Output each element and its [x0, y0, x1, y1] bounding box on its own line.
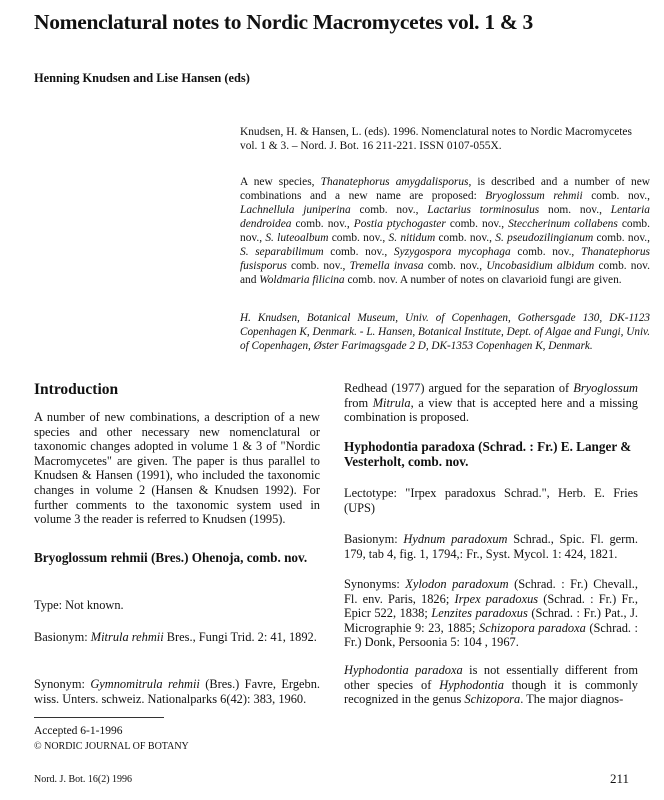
citation-text: (Schrad. : Fr.) Chevall., Fl. env. Paris, 1826; [344, 577, 638, 606]
abstract-text: , is described and a number of new combinations and a new name are proposed: [240, 176, 650, 202]
abstract-text: nom. nov., [539, 204, 611, 216]
basionym-text [344, 532, 638, 561]
abstract-text: comb. nov., [582, 190, 650, 202]
taxon-name: Hydnum paradoxum [403, 532, 508, 546]
introduction-text: A number of new combinations, a description of a new species and other necessary new nomenclatural or taxonomic changes adopted in volume 1 & 3 of "Nordic Macromycetes" are given. The paper is thus parallel to Knudsen & Hansen (1991), who included the taxonomic changes in volume 2 (Hansen & Knudsen 1992). For further comments to the taxonomic system used in volume 3 the reader is referred to Knudsen (1995). [34, 410, 320, 527]
taxon-name: Mitrula rehmii [90, 630, 164, 644]
abstract-text: comb. nov. A number of notes on clavarioid fungi are given. [344, 274, 622, 286]
redhead-paragraph [344, 381, 638, 425]
abstract-text: comb. nov., [593, 232, 650, 244]
citation-text: (Bres.) Favre, Ergebn. wiss. Unters. schweiz. Nationalparks 6(42): 383, 1960. [34, 677, 321, 706]
abstract [240, 175, 650, 287]
taxon-name: Lentaria dendroidea [240, 204, 650, 230]
taxon-name: Irpex paradoxus [454, 591, 539, 606]
abstract-text: comb. nov., [291, 218, 354, 230]
label: Basionym: [344, 532, 404, 546]
taxon-name: Hyphodontia paradoxa [344, 663, 463, 677]
abstract-text: comb. nov., [240, 218, 650, 244]
taxon-name: Schizopora paradoxa [479, 620, 586, 635]
bryoglossum-heading: Bryoglossum rehmii (Bres.) Ohenoja, comb. nov. [34, 550, 308, 565]
citation [240, 125, 650, 153]
abstract-text: comb. nov., [435, 232, 496, 244]
taxon-name: S. luteoalbum [265, 232, 329, 244]
page-number: 211 [610, 771, 630, 786]
taxon-name: Lactarius torminosulus [427, 204, 540, 216]
body-text: from [344, 395, 373, 410]
authors: Henning Knudsen and Lise Hansen (eds) [34, 71, 250, 85]
taxon-name: Bryoglossum [573, 381, 638, 395]
abstract-text: comb. nov., [423, 260, 487, 272]
abstract-text: comb. nov., [286, 260, 350, 272]
abstract-text: comb. nov., [510, 246, 581, 258]
journal-reference: Nord. J. Bot. 16(2) 1996 [34, 774, 133, 785]
body-text: Redhead (1977) argued for the separation of [344, 381, 574, 395]
body-text: . The major diagnos- [520, 692, 624, 707]
taxon-name: Bryoglossum rehmii [485, 190, 583, 202]
abstract-text: comb. nov. and [240, 260, 650, 286]
synonyms-text [344, 577, 638, 650]
taxon-name: Steccherinum collabens [508, 218, 618, 230]
abstract-text: comb. nov., [445, 218, 509, 230]
citation-text: Schrad., Spic. Fl. germ. 179, tab 4, fig. 1, 1794,: Fr., Syst. Mycol. 1: 424, 1821. [344, 532, 638, 561]
accepted-date: Accepted 6-1-1996 [34, 725, 123, 737]
citation-line-2: vol. 1 & 3. – Nord. J. Bot. 16 211-221. ISSN 0107-055X. [240, 140, 502, 152]
type-text: Type: Not known. [34, 598, 124, 612]
taxon-name: Gymnomitrula rehmii [90, 677, 200, 691]
citation-text: (Schrad. : Fr.) Fr., Epicr 522, 1838; [344, 591, 638, 621]
label: Synonyms: [344, 577, 406, 591]
introduction-heading: Introduction [34, 381, 119, 398]
taxon-name: Lenzites paradoxus [431, 606, 528, 621]
abstract-text: comb. nov., [350, 204, 428, 216]
taxon-name: S. pseudozilingianum [495, 232, 594, 244]
author-address: H. Knudsen, Botanical Museum, Univ. of Copenhagen, Gothersgade 130, DK-1123 Copenhagen K, Denmark. - L. Hansen, Botanical Institute, Dept. of Algae and Fungi, Univ. of Copenhagen, Øster Farimagsgade 2 D, DK-1353 Copenhagen K, Denmark. [240, 312, 650, 352]
body-text: , a view that is accepted here and a missing combination is proposed. [344, 395, 638, 425]
abstract-text: A new species, [240, 176, 321, 188]
citation-line-1: Knudsen, H. & Hansen, L. (eds). 1996. Nomenclatural notes to Nordic Macromycetes [240, 126, 632, 138]
taxon-name: Schizopora [464, 692, 521, 707]
label: Synonym: [34, 677, 91, 691]
taxon-name: Xylodon paradoxum [405, 577, 509, 591]
taxon-name: Uncobasidium albidum [486, 260, 595, 272]
taxon-name: Postia ptychogaster [353, 218, 446, 230]
lectotype-text: Lectotype: "Irpex paradoxus Schrad.", Herb. E. Fries (UPS) [344, 486, 638, 515]
citation-text: Bres., Fungi Trid. 2: 41, 1892. [163, 630, 317, 644]
copyright-notice: © NORDIC JOURNAL OF BOTANY [34, 741, 189, 752]
body-text: is not essentially different from other species of [344, 663, 639, 692]
abstract-text: comb. nov., [323, 246, 394, 258]
basionym-text [34, 630, 320, 645]
taxon-name: Hyphodontia [439, 677, 504, 692]
paper-title: Nomenclatural notes to Nordic Macromycetes vol. 1 & 3 [34, 10, 533, 34]
body-text: though it is commonly recognized in the genus [344, 677, 638, 707]
label: Basionym: [34, 630, 91, 644]
taxon-name: Woldmaria filicina [259, 274, 345, 286]
taxon-name: Mitrula [372, 395, 411, 410]
synonym-text [34, 677, 320, 706]
abstract-text: comb. nov., [328, 232, 389, 244]
discussion-text [344, 663, 638, 707]
taxon-name: S. nitidum [388, 232, 436, 244]
taxon-name: S. separabilimum [240, 246, 324, 258]
taxon-name: Lachnellula juniperina [240, 204, 351, 216]
footnote-divider [34, 717, 164, 718]
citation-text: (Schrad. : Fr.) Pat., J. Micrographie 9: 23, 1885; [344, 606, 638, 635]
taxon-name: Tremella invasa [349, 260, 424, 272]
taxon-name: Thanatephorus amygdalisporus [320, 176, 469, 188]
hyphodontia-heading: Hyphodontia paradoxa (Schrad. : Fr.) E. Langer & Vesterholt, comb. nov. [344, 439, 632, 469]
taxon-name: Thanatephorus fusisporus [240, 246, 650, 272]
citation-text: (Schrad. : Fr.) Donk, Persoonia 5: 104 , 1967. [344, 620, 638, 650]
taxon-name: Syzygospora mycophaga [393, 246, 511, 258]
